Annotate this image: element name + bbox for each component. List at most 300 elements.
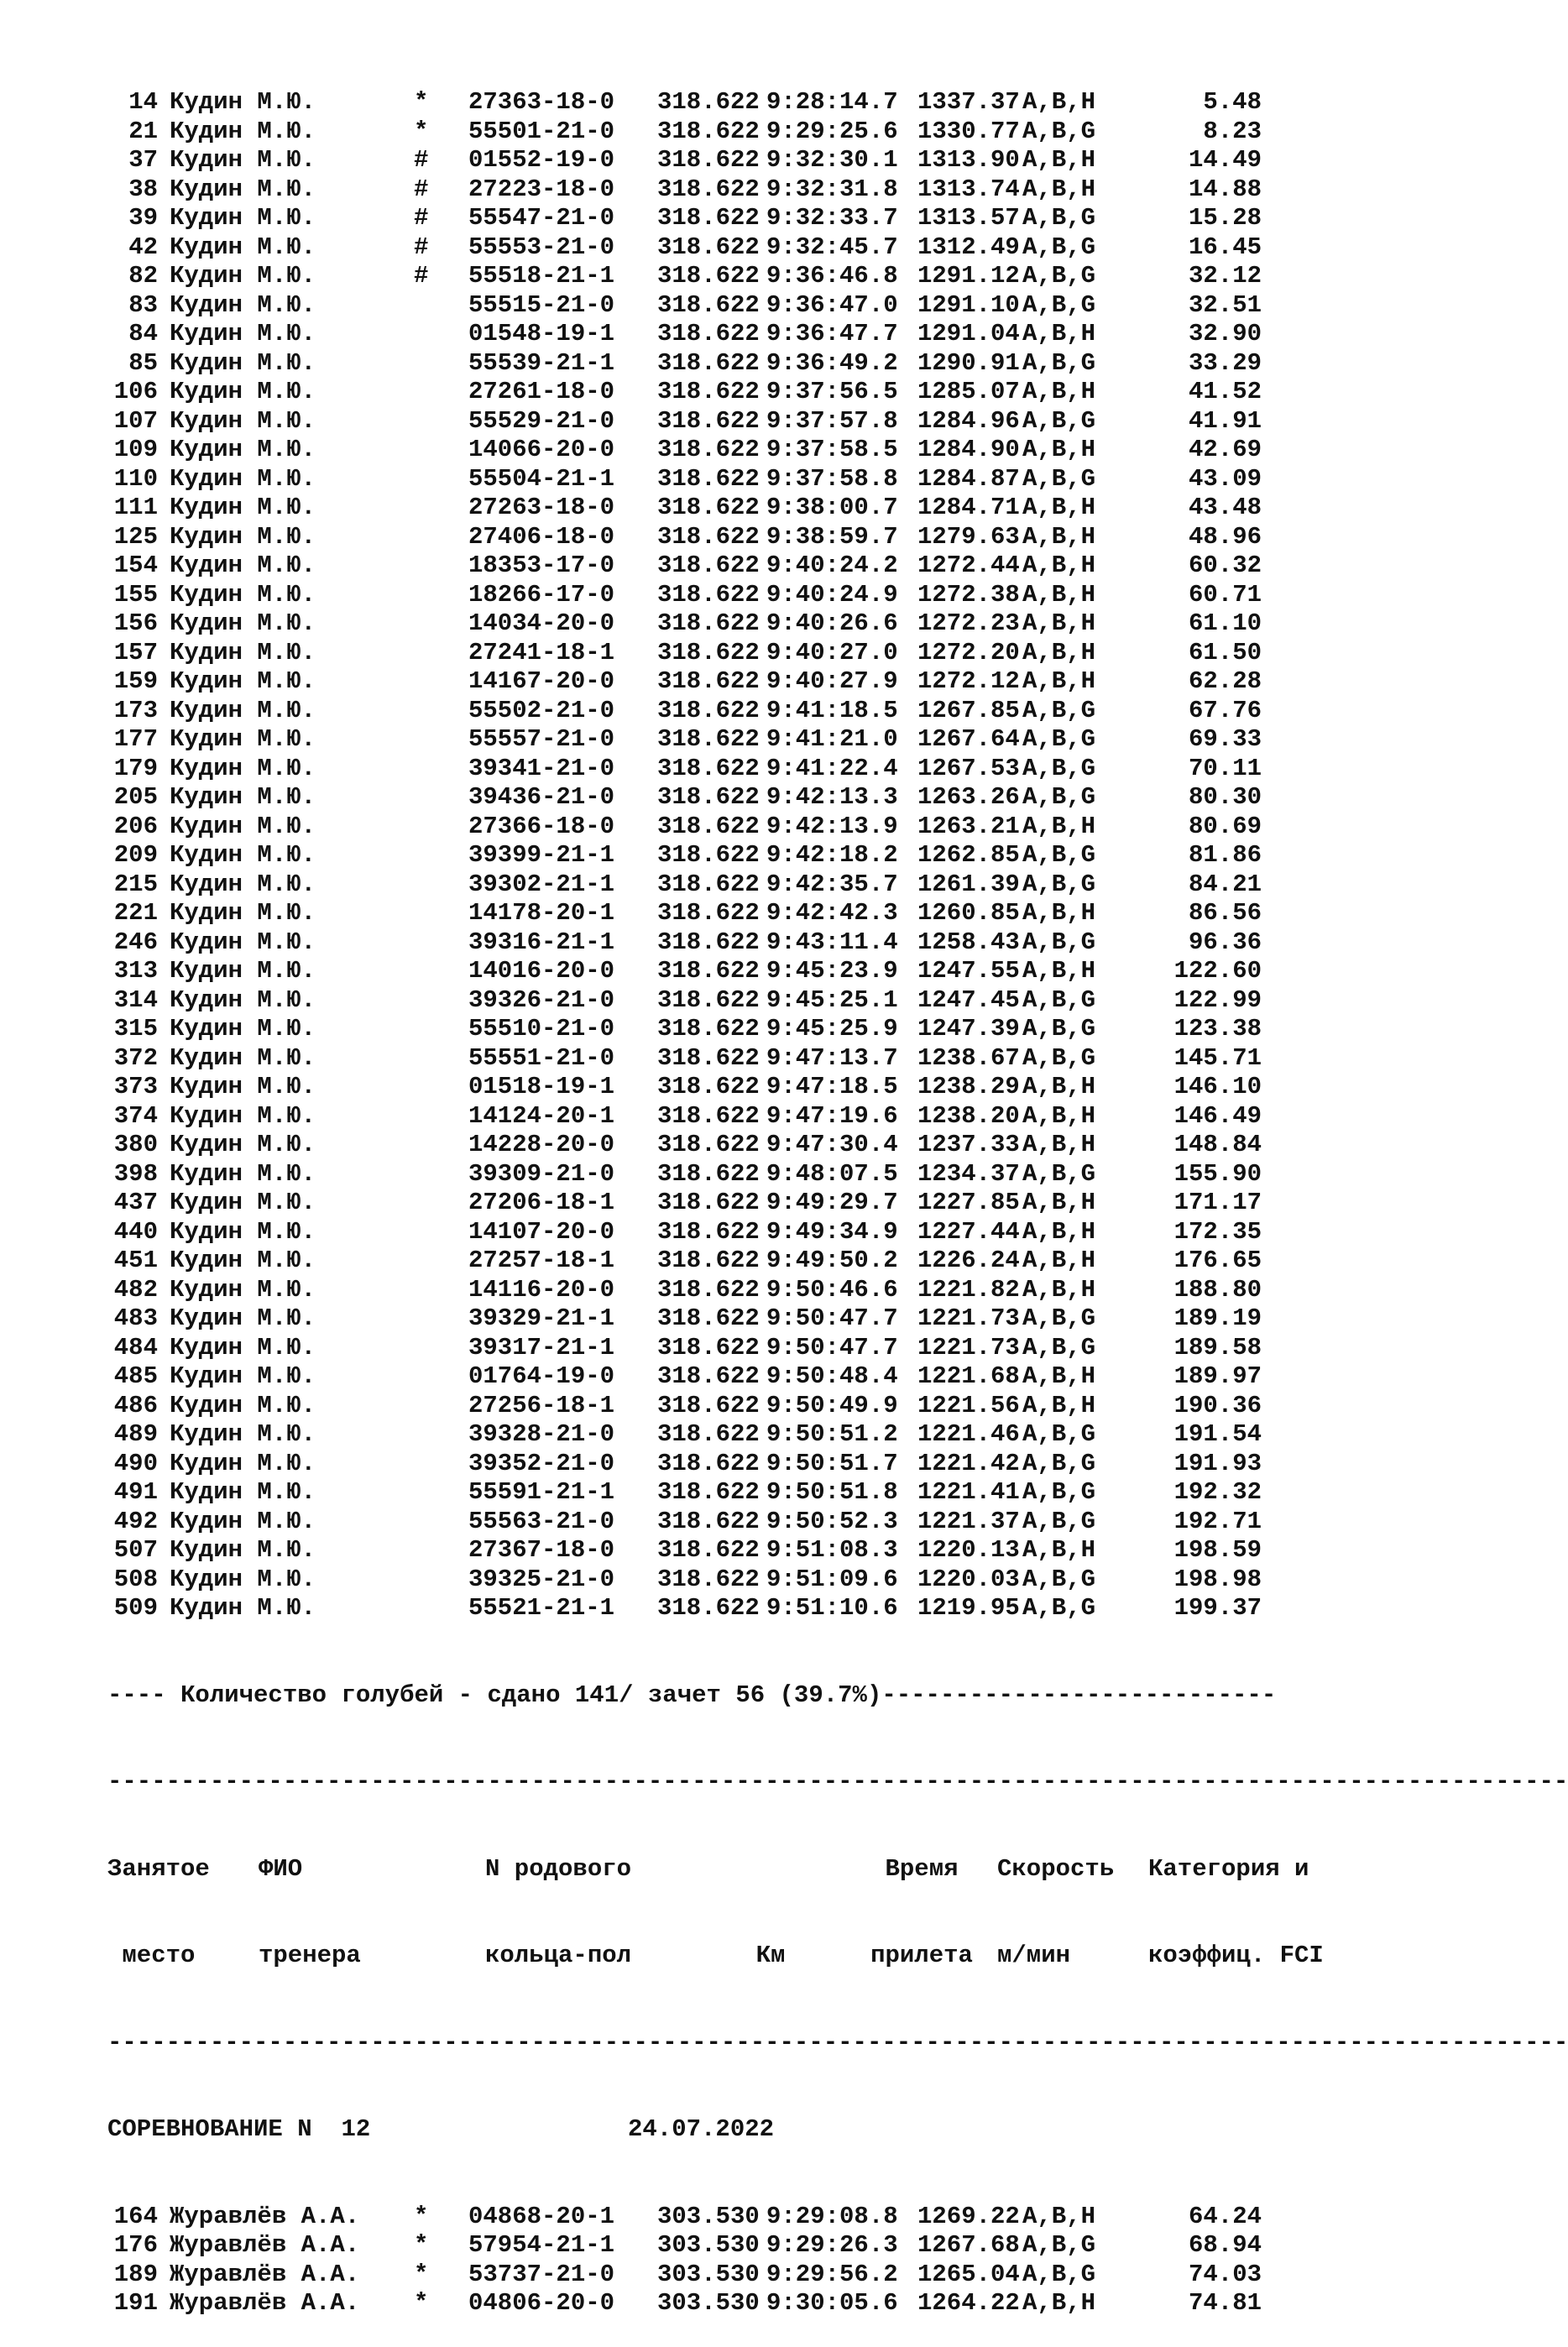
- table-row: [107, 1160, 1358, 1189]
- cell-place: 483: [113, 1304, 158, 1332]
- cell-cat: A,B,H: [1022, 378, 1096, 405]
- cell-place: 314: [113, 985, 158, 1014]
- cell-ring: 01552-19-0: [468, 146, 615, 174]
- cell-coef: 32.90: [1188, 320, 1262, 348]
- cell-time: 9:38:59.7: [766, 522, 898, 551]
- cell-speed: 1260.85: [917, 899, 1020, 927]
- cell-ring: 39329-21-1: [468, 1304, 615, 1332]
- cell-mark: [414, 725, 468, 755]
- cell-time: 9:45:25.9: [766, 1015, 898, 1043]
- cell-coef: 155.90: [1173, 1159, 1262, 1188]
- table-row: [107, 957, 1358, 986]
- cell-speed: 1261.39: [917, 870, 1020, 898]
- table-row: [107, 1450, 1358, 1479]
- cell-km: 318.622: [657, 841, 760, 869]
- cell-place: 82: [128, 262, 158, 290]
- cell-time: 9:50:47.7: [766, 1333, 898, 1362]
- cell-place: 246: [113, 928, 158, 956]
- cell-coef: 191.93: [1173, 1449, 1262, 1477]
- cell-name: Кудин М.Ю.: [170, 609, 316, 637]
- cell-place: 209: [113, 841, 158, 869]
- header-time-2: прилета: [870, 1942, 973, 1969]
- cell-place: 486: [113, 1391, 158, 1419]
- cell-speed: 1267.85: [917, 696, 1020, 724]
- cell-km: 318.622: [657, 1159, 760, 1188]
- header-ring: N родового: [485, 1854, 632, 1883]
- cell-km: 318.622: [657, 1275, 760, 1304]
- cell-coef: 41.91: [1188, 406, 1262, 435]
- cell-mark: [414, 870, 468, 900]
- cell-name: Кудин М.Ю.: [170, 1043, 316, 1072]
- cell-ring: 27206-18-1: [468, 1189, 615, 1216]
- table-row: [107, 233, 1358, 263]
- cell-ring: 18353-17-0: [468, 551, 615, 579]
- cell-time: 9:49:34.9: [766, 1217, 898, 1246]
- cell-speed: 1221.56: [917, 1391, 1020, 1419]
- cell-place: 373: [113, 1073, 158, 1100]
- cell-time: 9:40:27.9: [766, 667, 898, 695]
- table-row: [107, 1392, 1358, 1421]
- cell-name: Кудин М.Ю.: [170, 725, 316, 753]
- cell-name: Кудин М.Ю.: [170, 985, 316, 1014]
- cell-ring: 27363-18-0: [468, 88, 615, 116]
- cell-time: 9:50:49.9: [766, 1391, 898, 1419]
- results-table-2: [107, 2203, 1358, 2318]
- cell-cat: A,B,G: [1022, 725, 1096, 753]
- cell-mark: [414, 783, 468, 813]
- cell-place: 451: [113, 1247, 158, 1274]
- cell-name: Кудин М.Ю.: [170, 957, 316, 985]
- cell-coef: 43.09: [1188, 464, 1262, 493]
- cell-speed: 1221.73: [917, 1333, 1020, 1362]
- cell-place: 21: [128, 117, 158, 145]
- table-row: [107, 1536, 1358, 1566]
- cell-km: 303.530: [657, 2202, 760, 2230]
- cell-name: Кудин М.Ю.: [170, 522, 316, 551]
- cell-mark: [414, 1247, 468, 1276]
- cell-ring: 14016-20-0: [468, 957, 615, 985]
- cell-km: 318.622: [657, 580, 760, 609]
- cell-name: Кудин М.Ю.: [170, 1275, 316, 1304]
- cell-name: Кудин М.Ю.: [170, 1217, 316, 1246]
- cell-coef: 171.17: [1173, 1189, 1262, 1216]
- cell-mark: [414, 1594, 468, 1623]
- cell-speed: 1221.73: [917, 1304, 1020, 1332]
- cell-ring: 39341-21-0: [468, 754, 615, 782]
- table-row: [107, 1276, 1358, 1305]
- cell-cat: A,B,G: [1022, 2231, 1096, 2259]
- table-row: [107, 2289, 1358, 2318]
- cell-cat: A,B,H: [1022, 146, 1096, 174]
- cell-place: 85: [128, 348, 158, 377]
- table-row: [107, 320, 1358, 349]
- summary-line: ---- Количество голубей - сдано 141/ зачет 56 (39.7%)---------------------------: [107, 1681, 1277, 1709]
- cell-coef: 123.38: [1173, 1015, 1262, 1043]
- table-row: [107, 1594, 1358, 1623]
- cell-km: 318.622: [657, 378, 760, 405]
- cell-ring: 04806-20-0: [468, 2289, 615, 2317]
- table-row: [107, 465, 1358, 494]
- cell-ring: 39317-21-1: [468, 1333, 615, 1362]
- cell-name: Кудин М.Ю.: [170, 406, 316, 435]
- cell-name: Кудин М.Ю.: [170, 1015, 316, 1043]
- cell-ring: 55591-21-1: [468, 1478, 615, 1506]
- cell-ring: 55501-21-0: [468, 117, 615, 145]
- cell-km: 318.622: [657, 1304, 760, 1332]
- cell-mark: [414, 1334, 468, 1363]
- cell-cat: A,B,H: [1022, 957, 1096, 985]
- cell-cat: A,B,H: [1022, 1275, 1096, 1304]
- table-row: [107, 1189, 1358, 1218]
- cell-cat: A,B,G: [1022, 2260, 1096, 2288]
- cell-mark: [414, 609, 468, 639]
- cell-name: Журавлёв А.А.: [170, 2231, 360, 2259]
- cell-ring: 39352-21-0: [468, 1449, 615, 1477]
- cell-name: Кудин М.Ю.: [170, 1594, 316, 1622]
- table-row: [107, 639, 1358, 668]
- cell-km: 318.622: [657, 1217, 760, 1246]
- cell-mark: [414, 1420, 468, 1450]
- table-row: [107, 1566, 1358, 1595]
- cell-time: 9:32:45.7: [766, 233, 898, 261]
- cell-coef: 122.60: [1173, 957, 1262, 985]
- cell-mark: [414, 957, 468, 986]
- cell-time: 9:37:57.8: [766, 406, 898, 435]
- cell-name: Кудин М.Ю.: [170, 204, 316, 232]
- cell-ring: 39326-21-0: [468, 985, 615, 1014]
- cell-ring: 57954-21-1: [468, 2231, 615, 2259]
- header-time: Время: [885, 1854, 959, 1883]
- cell-speed: 1247.55: [917, 957, 1020, 985]
- cell-mark: [414, 1131, 468, 1160]
- cell-km: 318.622: [657, 812, 760, 840]
- cell-coef: 148.84: [1173, 1131, 1262, 1158]
- cell-speed: 1247.45: [917, 985, 1020, 1014]
- cell-cat: A,B,G: [1022, 928, 1096, 956]
- cell-coef: 188.80: [1173, 1275, 1262, 1304]
- cell-name: Кудин М.Ю.: [170, 88, 316, 116]
- cell-cat: A,B,G: [1022, 464, 1096, 493]
- table-row: [107, 118, 1358, 147]
- cell-time: 9:37:58.8: [766, 464, 898, 493]
- cell-km: 303.530: [657, 2289, 760, 2317]
- cell-cat: A,B,G: [1022, 696, 1096, 724]
- cell-mark: [414, 494, 468, 523]
- cell-km: 318.622: [657, 88, 760, 116]
- table-row: [107, 755, 1358, 784]
- cell-cat: A,B,G: [1022, 1449, 1096, 1477]
- cell-km: 318.622: [657, 870, 760, 898]
- cell-name: Кудин М.Ю.: [170, 841, 316, 869]
- cell-ring: 14228-20-0: [468, 1131, 615, 1158]
- cell-speed: 1284.90: [917, 436, 1020, 463]
- cell-cat: A,B,G: [1022, 348, 1096, 377]
- cell-mark: [414, 551, 468, 581]
- cell-mark: #: [414, 146, 429, 174]
- cell-name: Кудин М.Ю.: [170, 175, 316, 203]
- cell-ring: 39328-21-0: [468, 1420, 615, 1448]
- cell-time: 9:47:18.5: [766, 1073, 898, 1100]
- cell-speed: 1312.49: [917, 233, 1020, 261]
- cell-speed: 1221.68: [917, 1362, 1020, 1390]
- cell-mark: *: [414, 2260, 429, 2288]
- competition-title: СОРЕВНОВАНИЕ N 12: [107, 2115, 371, 2143]
- cell-speed: 1220.13: [917, 1536, 1020, 1564]
- cell-km: 318.622: [657, 985, 760, 1014]
- cell-km: 318.622: [657, 348, 760, 377]
- cell-speed: 1267.68: [917, 2231, 1020, 2259]
- cell-cat: A,B,H: [1022, 638, 1096, 666]
- cell-place: 313: [113, 957, 158, 985]
- cell-place: 191: [113, 2289, 158, 2317]
- cell-name: Кудин М.Ю.: [170, 754, 316, 782]
- cell-name: Журавлёв А.А.: [170, 2260, 360, 2288]
- cell-ring: 27241-18-1: [468, 638, 615, 666]
- cell-place: 509: [113, 1594, 158, 1622]
- cell-speed: 1291.10: [917, 290, 1020, 319]
- cell-name: Кудин М.Ю.: [170, 320, 316, 348]
- cell-ring: 01764-19-0: [468, 1362, 615, 1390]
- cell-time: 9:40:24.9: [766, 580, 898, 609]
- cell-place: 507: [113, 1536, 158, 1564]
- cell-coef: 68.94: [1188, 2231, 1262, 2259]
- cell-speed: 1226.24: [917, 1247, 1020, 1274]
- table-row: [107, 813, 1358, 842]
- cell-cat: A,B,G: [1022, 1333, 1096, 1362]
- cell-speed: 1263.26: [917, 783, 1020, 811]
- cell-coef: 146.10: [1173, 1073, 1262, 1100]
- cell-mark: [414, 291, 468, 321]
- header-cat-2: коэффиц. FCI: [1148, 1942, 1324, 1969]
- cell-time: 9:41:18.5: [766, 696, 898, 724]
- cell-coef: 74.81: [1188, 2289, 1262, 2317]
- cell-km: 318.622: [657, 436, 760, 463]
- cell-name: Кудин М.Ю.: [170, 1536, 316, 1564]
- cell-time: 9:50:48.4: [766, 1362, 898, 1390]
- cell-time: 9:29:56.2: [766, 2260, 898, 2288]
- cell-name: Кудин М.Ю.: [170, 378, 316, 405]
- cell-cat: A,B,H: [1022, 1101, 1096, 1130]
- table-row: [107, 291, 1358, 321]
- cell-place: 398: [113, 1159, 158, 1188]
- cell-km: 303.530: [657, 2231, 760, 2259]
- cell-name: Кудин М.Ю.: [170, 1159, 316, 1188]
- table-row: [107, 407, 1358, 436]
- cell-time: 9:47:19.6: [766, 1101, 898, 1130]
- cell-name: Журавлёв А.А.: [170, 2202, 360, 2230]
- cell-mark: [414, 986, 468, 1016]
- cell-km: 318.622: [657, 957, 760, 985]
- cell-time: 9:42:18.2: [766, 841, 898, 869]
- results-page: [107, 30, 1568, 2347]
- cell-km: 318.622: [657, 1565, 760, 1593]
- cell-mark: [414, 581, 468, 610]
- table-row: [107, 1015, 1358, 1044]
- cell-speed: 1267.53: [917, 754, 1020, 782]
- cell-mark: [414, 1102, 468, 1132]
- cell-coef: 176.65: [1173, 1247, 1262, 1274]
- cell-time: 9:29:08.8: [766, 2202, 898, 2230]
- cell-cat: A,B,H: [1022, 1217, 1096, 1246]
- cell-ring: 14167-20-0: [468, 667, 615, 695]
- cell-place: 39: [128, 204, 158, 232]
- cell-km: 318.622: [657, 1043, 760, 1072]
- cell-mark: [414, 1362, 468, 1392]
- cell-mark: [414, 1160, 468, 1189]
- header-km: [695, 1855, 846, 1884]
- cell-time: 9:40:26.6: [766, 609, 898, 637]
- cell-speed: 1330.77: [917, 117, 1020, 145]
- cell-ring: 55553-21-0: [468, 233, 615, 261]
- cell-km: 318.622: [657, 725, 760, 753]
- cell-cat: A,B,H: [1022, 580, 1096, 609]
- cell-coef: 62.28: [1188, 667, 1262, 695]
- table-row: [107, 1102, 1358, 1132]
- cell-speed: 1272.44: [917, 551, 1020, 579]
- table-row: [107, 1508, 1358, 1537]
- table-row: [107, 175, 1358, 205]
- cell-time: 9:36:47.7: [766, 320, 898, 348]
- header-place: Занятое: [107, 1854, 210, 1883]
- cell-time: 9:36:47.0: [766, 290, 898, 319]
- table-row: [107, 2231, 1358, 2261]
- cell-coef: 32.51: [1188, 290, 1262, 319]
- cell-place: 107: [113, 406, 158, 435]
- cell-coef: 42.69: [1188, 436, 1262, 463]
- cell-cat: A,B,H: [1022, 320, 1096, 348]
- table-row: [107, 1334, 1358, 1363]
- cell-coef: 14.49: [1188, 146, 1262, 174]
- cell-mark: [414, 1276, 468, 1305]
- cell-place: 42: [128, 233, 158, 261]
- cell-speed: 1272.23: [917, 609, 1020, 637]
- cell-km: 318.622: [657, 522, 760, 551]
- cell-name: Кудин М.Ю.: [170, 146, 316, 174]
- cell-speed: 1262.85: [917, 841, 1020, 869]
- table-header-row-1: [107, 1855, 1358, 1884]
- cell-ring: 27367-18-0: [468, 1536, 615, 1564]
- table-row: [107, 146, 1358, 175]
- cell-km: 318.622: [657, 783, 760, 811]
- cell-name: Кудин М.Ю.: [170, 1247, 316, 1274]
- cell-mark: [414, 320, 468, 349]
- cell-time: 9:49:50.2: [766, 1247, 898, 1274]
- cell-name: Кудин М.Ю.: [170, 1073, 316, 1100]
- cell-km: 318.622: [657, 406, 760, 435]
- cell-place: 206: [113, 812, 158, 840]
- table-row: [107, 899, 1358, 928]
- cell-time: 9:28:14.7: [766, 88, 898, 116]
- cell-place: 437: [113, 1189, 158, 1216]
- cell-mark: [414, 1044, 468, 1074]
- cell-coef: 61.50: [1188, 638, 1262, 666]
- cell-time: 9:42:35.7: [766, 870, 898, 898]
- cell-coef: 86.56: [1188, 899, 1262, 927]
- cell-name: Кудин М.Ю.: [170, 1333, 316, 1362]
- cell-place: 489: [113, 1420, 158, 1448]
- cell-time: 9:43:11.4: [766, 928, 898, 956]
- table-row: [107, 581, 1358, 610]
- cell-speed: 1313.57: [917, 204, 1020, 232]
- cell-name: Кудин М.Ю.: [170, 464, 316, 493]
- cell-name: Кудин М.Ю.: [170, 494, 316, 521]
- cell-coef: 81.86: [1188, 841, 1262, 869]
- cell-coef: 192.32: [1173, 1478, 1262, 1506]
- cell-place: 157: [113, 638, 158, 666]
- cell-speed: 1284.96: [917, 406, 1020, 435]
- header-fio: ФИО: [259, 1854, 303, 1883]
- cell-ring: 55551-21-0: [468, 1043, 615, 1072]
- cell-ring: 14124-20-1: [468, 1101, 615, 1130]
- header-km-2: Км: [755, 1942, 786, 1969]
- cell-time: 9:41:21.0: [766, 725, 898, 753]
- cell-time: 9:47:13.7: [766, 1043, 898, 1072]
- cell-name: Кудин М.Ю.: [170, 1565, 316, 1593]
- cell-name: Кудин М.Ю.: [170, 812, 316, 840]
- cell-speed: 1221.37: [917, 1507, 1020, 1535]
- cell-cat: A,B,H: [1022, 1362, 1096, 1390]
- cell-place: 125: [113, 522, 158, 551]
- cell-name: Кудин М.Ю.: [170, 696, 316, 724]
- cell-time: 9:42:42.3: [766, 899, 898, 927]
- cell-time: 9:30:05.6: [766, 2289, 898, 2317]
- cell-name: Кудин М.Ю.: [170, 1391, 316, 1419]
- cell-speed: 1238.67: [917, 1043, 1020, 1072]
- header-ring-2: кольца-пол: [485, 1942, 632, 1969]
- table-row: [107, 204, 1358, 233]
- cell-km: 318.622: [657, 667, 760, 695]
- cell-km: 318.622: [657, 1247, 760, 1274]
- cell-mark: [414, 667, 468, 697]
- cell-mark: [414, 465, 468, 494]
- cell-cat: A,B,G: [1022, 290, 1096, 319]
- cell-place: 372: [113, 1043, 158, 1072]
- cell-cat: A,B,G: [1022, 1015, 1096, 1043]
- cell-ring: 39316-21-1: [468, 928, 615, 956]
- cell-time: 9:29:26.3: [766, 2231, 898, 2259]
- cell-speed: 1221.42: [917, 1449, 1020, 1477]
- table-row: [107, 2261, 1358, 2290]
- cell-ring: 27257-18-1: [468, 1247, 615, 1274]
- cell-place: 374: [113, 1101, 158, 1130]
- cell-place: 221: [113, 899, 158, 927]
- cell-mark: [414, 899, 468, 928]
- cell-speed: 1263.21: [917, 812, 1020, 840]
- cell-mark: [414, 1015, 468, 1044]
- cell-coef: 192.71: [1173, 1507, 1262, 1535]
- cell-cat: A,B,G: [1022, 1594, 1096, 1622]
- cell-cat: A,B,H: [1022, 2289, 1096, 2317]
- table-row: [107, 551, 1358, 581]
- table-row: [107, 697, 1358, 726]
- cell-time: 9:36:46.8: [766, 262, 898, 290]
- cell-cat: A,B,G: [1022, 1304, 1096, 1332]
- cell-place: 109: [113, 436, 158, 463]
- table-row: [107, 436, 1358, 465]
- cell-coef: 64.24: [1188, 2202, 1262, 2230]
- cell-km: 318.622: [657, 1391, 760, 1419]
- cell-cat: A,B,H: [1022, 551, 1096, 579]
- cell-time: 9:42:13.9: [766, 812, 898, 840]
- cell-mark: *: [414, 2231, 429, 2259]
- cell-name: Кудин М.Ю.: [170, 1101, 316, 1130]
- cell-time: 9:50:51.8: [766, 1478, 898, 1506]
- cell-speed: 1272.20: [917, 638, 1020, 666]
- cell-km: 318.622: [657, 1507, 760, 1535]
- table-row: [107, 986, 1358, 1016]
- cell-place: 179: [113, 754, 158, 782]
- cell-speed: 1284.71: [917, 494, 1020, 521]
